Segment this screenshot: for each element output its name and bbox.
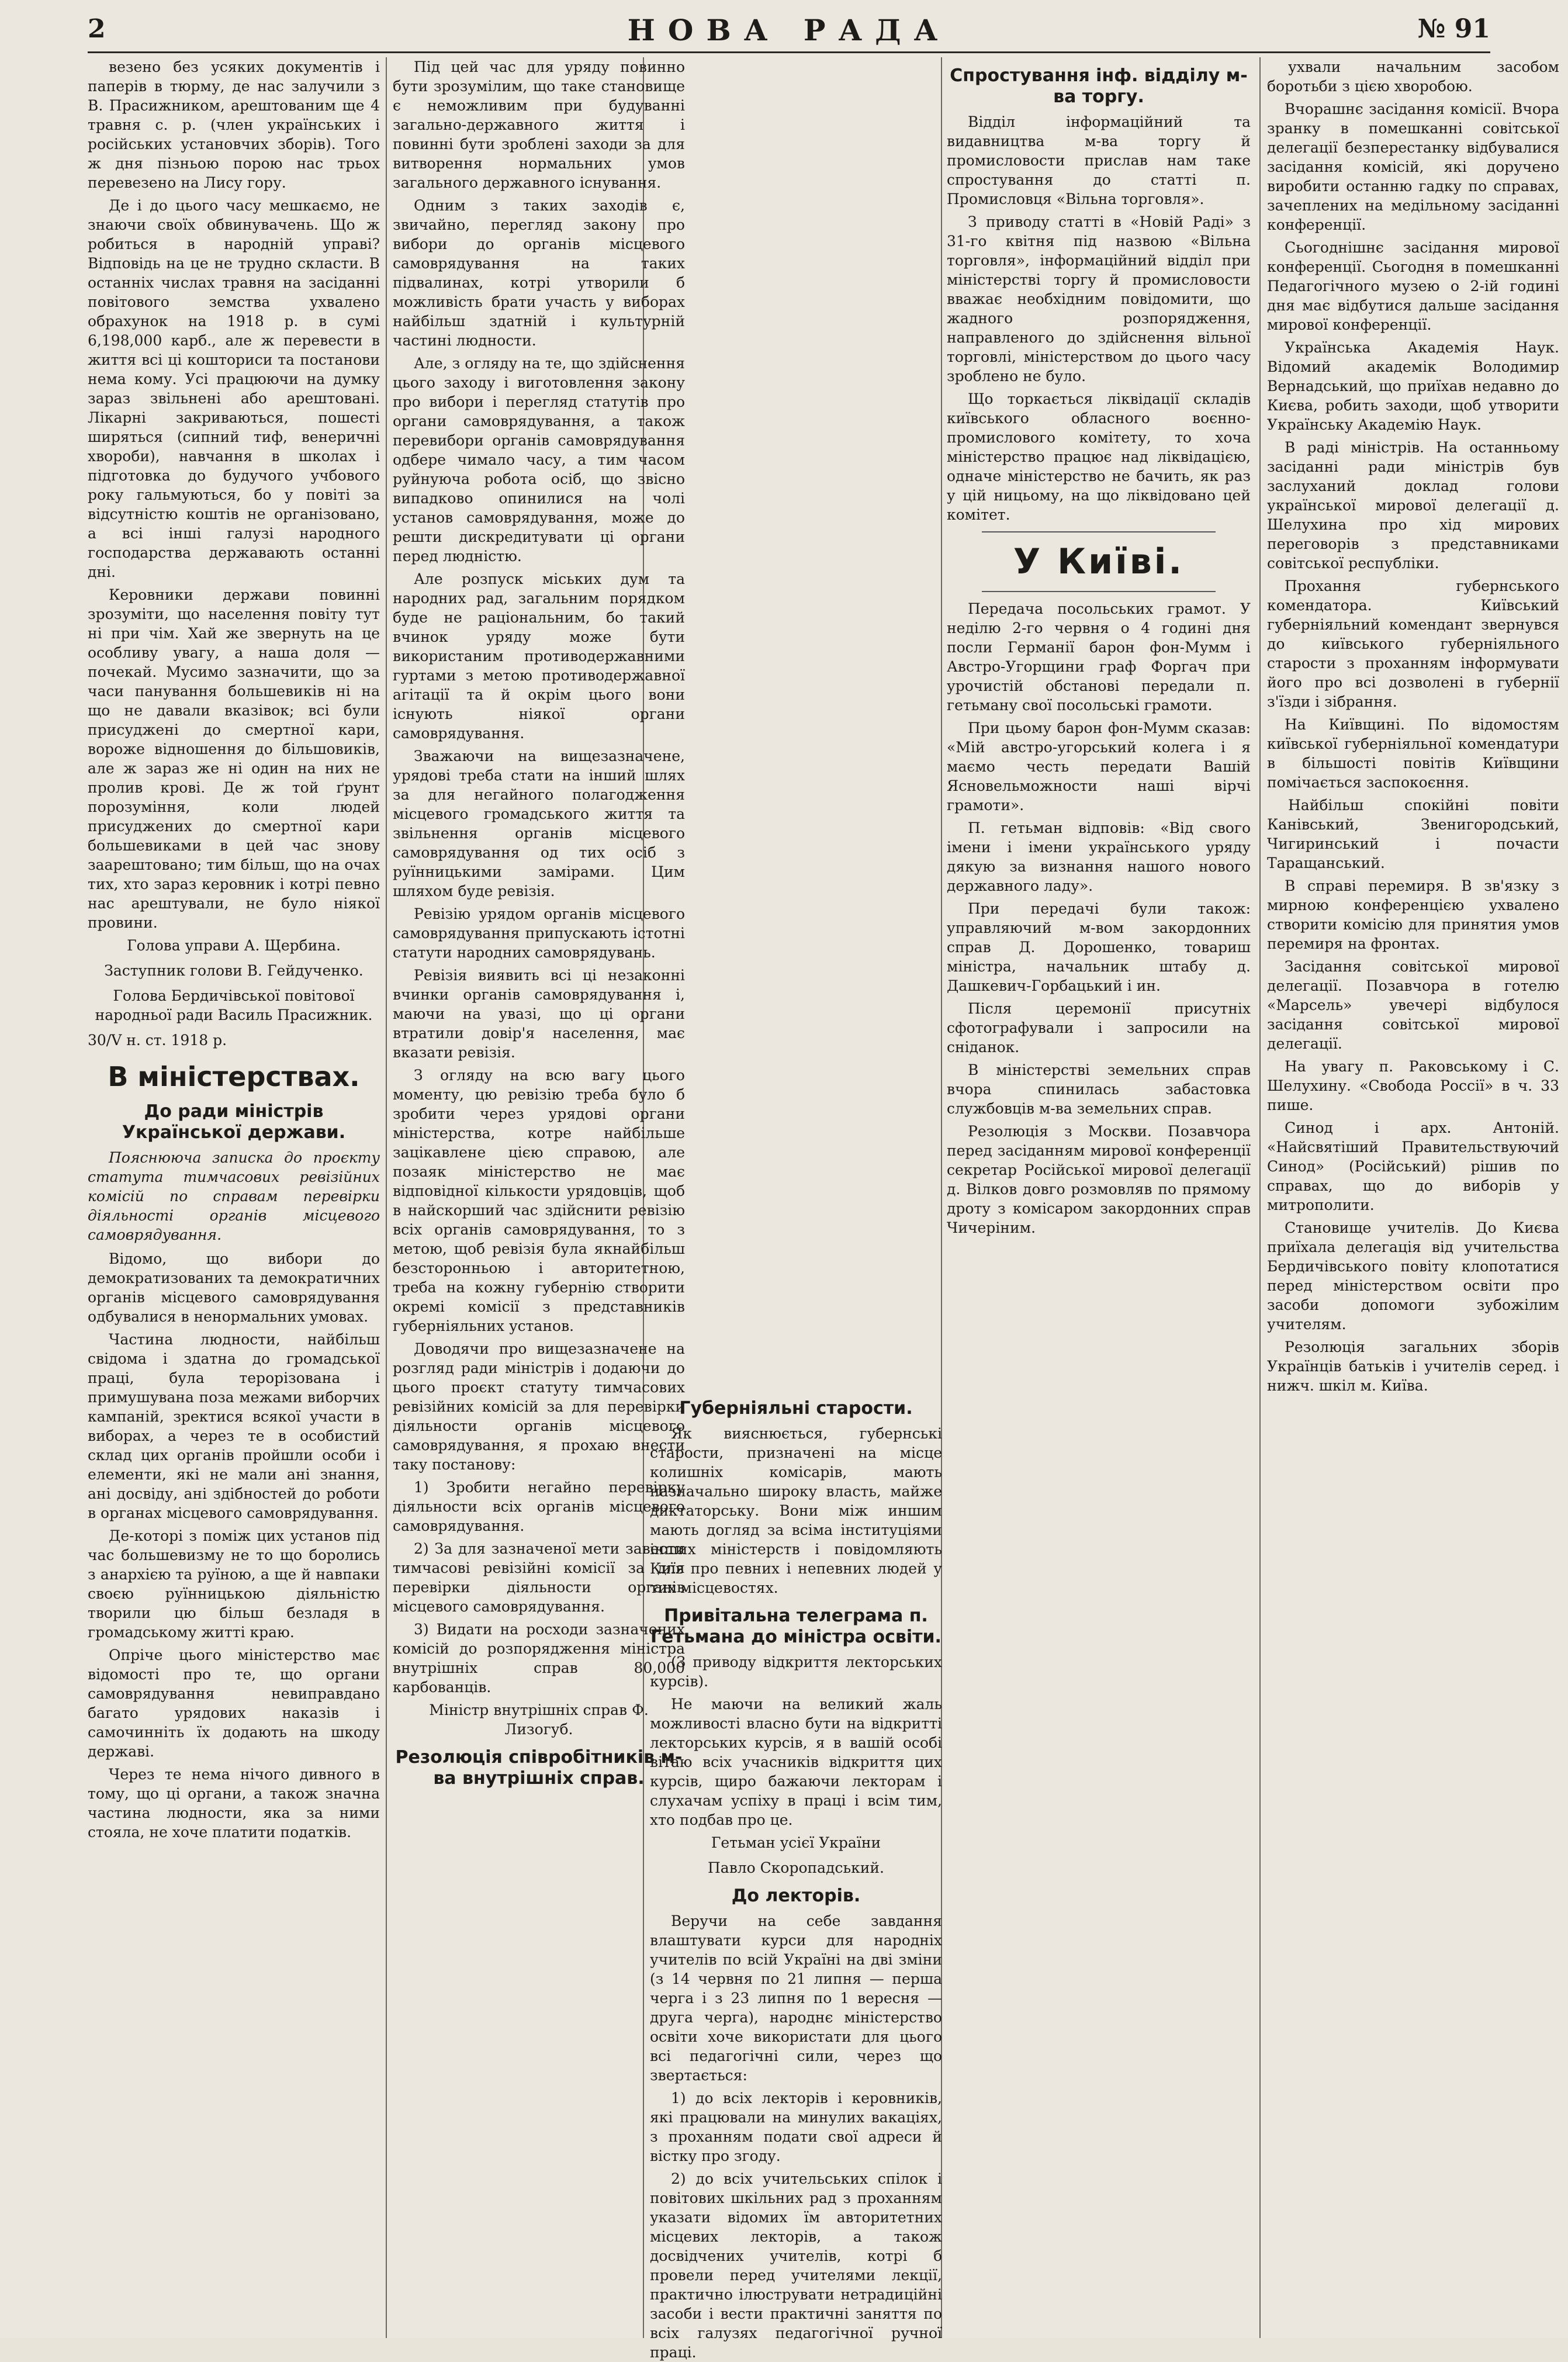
article-paragraph: 1) Зробити негайно перевірку діяльности всіх органів місцевого самоврядування. (393, 1479, 685, 1534)
article-paragraph: При передачі були також: управляючий м-вом закордонних справ Д. Дорошенко, товариш міністра, начальник штабу д. Дашкевич-Горбацький і ин. (947, 900, 1251, 994)
news-item: В раді міністрів. На останньому засіданні ради міністрів був заслуханий доклад голови української мирової делегації д. Шелухина про хід мирових переговорів з представниками совітської республіки. (1267, 439, 1559, 572)
article-paragraph: Частина людности, найбільш свідома і здатна до громадської праці, була терорізована і примушувана поза межами виборчих кампаній, зректися всякої участи в виборах, а через те в особистий склад цих органів пройшли особи і елементи, які не мали ані знання, ані досвіду, ані здібностей до роботи в органах місцевого самоврядування. (88, 1331, 380, 1521)
masthead (88, 11, 1490, 53)
article-paragraph: Відомо, що вибори до демократизованих та демократичних органів місцевого самоврядування одбувалися в ненормальних умовах. (88, 1250, 380, 1325)
news-item: На Київщині. По відомостям київської губерніяльної комендатури в більшості повітів Київщини помічається заспокоєння. (1267, 716, 1559, 791)
article-paragraph: Доводячи про вищезазначене на розгляд ради міністрів і додаючи до цього проєкт статуту тимчасових ревізійних комісій за для перевірки діяльности органів місцевого самоврядування, я прохаю внести таку постанову: (393, 1340, 685, 1473)
news-item: Українська Академія Наук. Відомий академік Володимир Вернадський, що приїхав недавно до Києва, робить заходи, щоб утворити Українську Академію Наук. (1267, 339, 1559, 433)
signature: Міністр внутрішніх справ Ф. Лизогуб. (429, 1702, 649, 1738)
article-paragraph: Зважаючи на вищезазначене, урядові треба стати на інший шлях за для негайного полагодження місцевого громадського життя та звільнення органів місцевого самоврядування од тих осіб з руїнницькими замірами. Цим шляхом буде ревізія. (393, 748, 685, 900)
news-item: Прохання губернського комендатора. Київський губерніяльний комендант звернувся до київського губерніяльного старости з проханням інформувати його про всі дозволені в губернії з'їзди і зібрання. (1267, 577, 1559, 710)
article-paragraph: Де-которі з поміж цих установ під час большевизму не то що боролись з анархією та руїною, а ще й навпаки своєю руїнницькою діяльністю творили цю більш безладя в громадському житті краю. (88, 1527, 380, 1641)
article-heading: Спростування інф. відділу м-ва торгу. (950, 65, 1248, 107)
column-2 (393, 57, 685, 2338)
article-paragraph: Після церемонії присутніх сфотографували і запросили на сніданок. (947, 1000, 1251, 1056)
column-rule (1259, 57, 1261, 2338)
article-paragraph: Через те нема нічого дивного в тому, що ці органи, а також значна частина людности, яка за ними стояла, не хоче платити податків. (88, 1766, 380, 1841)
article-paragraph: Передача посольських грамот. У неділю 2-го червня о 4 годині дня посли Германії барон фон-Мумм і Австро-Угорщини граф Форгач при урочистій обстанові передали п. гетьману свої посольські грамоти. (947, 600, 1251, 714)
signature: Голова управи А. Щербина. (127, 937, 341, 954)
news-item: Синод і арх. Антоній. «Найсвятіший Правительствуючий Синод» (Російський) рішив по справах, що до виборів у митрополити. (1267, 1119, 1559, 1213)
article-paragraph: Але розпуск міських дум та народних рад, загальним порядком буде не раціональним, бо такий вчинок уряду може бути використаним противодержавними гуртами з метою противодержавної агітації та й окрім цього вони існують ніякої органи самоврядування. (393, 570, 685, 742)
article-paragraph: Ревізію урядом органів місцевого самоврядування припускають істотні статути народних самоврядувань. (393, 905, 685, 961)
article-paragraph: Веручи на себе завдання влаштувати курси для народніх учителів по всій Україні на дві зміни (з 14 червня по 21 липня — перша черга і з 23 липня по 1 вересня — друга черга), народнє міністерство освіти хоче використати для цього всі педагогічні сили, через що звертається: (650, 1913, 942, 2084)
article-paragraph: Керовники держави повинні зрозуміти, що населення повіту тут ні при чім. Хай же звернуть на це особливу увагу, а наша доля — почекай. Мусимо зазначити, що за часи панування большевиків ні на що не давали вказівок; всі були присуджені до смертної кари, вороже відношення до більшовиків, але ж зараз же ні один на них не пролив крові. Де ж той ґрунт порозуміння, коли людей присуджених до смертної кари большевиками в цей час знову заарештовано; тим більш, що на очах тих, хто зараз керовник і котрі певно нас арештували, не було ніякої провини. (88, 586, 380, 931)
page-number: 2 (88, 14, 106, 44)
column-rule (386, 57, 387, 2338)
article-paragraph: З приводу статті в «Новій Раді» з 31-го квітня під назвою «Вільна торговля», інформаційний відділ при міністерстві торгу й промисловости вважає необхідним повідомити, що жадного розпорядження, направленого до здійснення вільної торговлі, міністерством до цього часу зроблено не було. (947, 213, 1251, 385)
section-heading: В міністерствах. (108, 1061, 360, 1092)
article-paragraph: При цьому барон фон-Мумм сказав: «Мій австро-угорський колега і я маємо честь передати Вашій Ясновельможности наші вірчі грамоти». (947, 720, 1251, 814)
column-4 (947, 57, 1251, 2338)
article-paragraph: Ревізія виявить всі ці незаконні вчинки органів самоврядування і, маючи на увазі, що ці органи втратили довір'я населення, має вказати ревізія. (393, 967, 685, 1061)
column-top-space (650, 57, 942, 1390)
article-paragraph: Під цей час для уряду повинно бути зрозумілим, що таке становище є неможливим при будуванні загально-державного життя і повинні бути зроблені заходи за для витворення нормальних умов загального державного існування. (393, 58, 685, 191)
article-paragraph: Не маючи на великий жаль можливості власно бути на відкритті лекторських курсів, я в вашій особі вітаю всіх учасників відкриття цих курсів, щиро бажаючи лекторам і слухачам успіху в праці і всім тим, хто подбав про це. (650, 1696, 942, 1828)
signature: Павло Скоропадський. (708, 1859, 884, 1876)
column-5 (1267, 57, 1559, 2338)
issue-number: № 91 (1417, 14, 1490, 44)
article-heading: Губерніяльні старости. (679, 1398, 913, 1419)
article-heading: Привітальна телеграма п. Гетьмана до міністра освіти. (650, 1606, 942, 1647)
article-heading: До лекторів. (731, 1886, 861, 1906)
article-paragraph: 2) За для зазначеної мети завести тимчасові ревізійні комісії за для перевірки діяльности органів місцевого самоврядування. (393, 1540, 685, 1615)
article-paragraph: (З приводу відкриття лекторських курсів). (650, 1654, 942, 1690)
article-paragraph: Одним з таких заходів є, звичайно, перегляд закону про вибори до органів місцевого самоврядування на таких підвалинах, котрі утворили б можливість брати участь у виборах найбільш здатній і культурній частині людности. (393, 197, 685, 349)
news-item: Засідання совітської мирової делегації. Позавчора в готелю «Марсель» увечері відбулося засідання совітської мирової делегації. (1267, 958, 1559, 1052)
article-paragraph: Але, з огляду на те, що здійснення цього заходу і виготовлення закону про вибори і перегляд статутів про органи самоврядування, а також перевибори органів самоврядування одбере чимало часу, а тим часом руйнуюча робота осіб, що звісно випадково опинилися на чолі установ самоврядування, може до решти дискредитувати ці органи перед людністю. (393, 355, 685, 565)
news-item: Вчорашнє засідання комісії. Вчора зранку в помешканні совітської делегації безперестанку відбувалися засідання комісій, які доручено виробити останню гадку по справах, зачеплених на медільному засіданні конференції. (1267, 101, 1559, 233)
divider (982, 591, 1216, 592)
signature: Гетьман усієї України (711, 1834, 881, 1851)
signature: Заступник голови В. Гейдученко. (104, 962, 364, 979)
news-item: В справі перемиря. В зв'язку з мирною конференцією ухвалено створити комісію для принятия умов перемиря на фронтах. (1267, 877, 1559, 952)
signature: Голова Бердичівської повітової народньої ради Василь Прасижник. (95, 987, 373, 1023)
article-paragraph: З огляду на всю вагу цього моменту, цю ревізію треба було б зробити через урядові органи міністерства, котре найбільше зацікавлене цією справою, але позаяк міністерство не має відповідної кількости урядовців, щоб в найскорший час здійснити ревізію всіх органів самоврядування, то з метою, щоб ревізія була якнайбільш безсторонньою і авторитетною, треба на кожну губернію створити окремі комісії з представників губерніяльних установ. (393, 1067, 685, 1334)
article-paragraph: П. гетьман відповів: «Від свого імени і імени українського уряду дякую за визнання нашого нового державного ладу». (947, 819, 1251, 894)
news-item: Сьогоднішнє засідання мирової конференції. Сьогодня в помешканні Педагогічного музею о 2-ій годині дня має відбутися дальше засідання мирової конференції. (1267, 239, 1559, 333)
date-line: 30/V н. ст. 1918 р. (88, 1032, 227, 1049)
article-paragraph: 3) Видати на росходи зазначених комісій до розпорядження міністра внутрішніх справ 80,000 карбованців. (393, 1621, 685, 1696)
news-item: Становище учителів. До Києва приїхала делегація від учительства Бердичівського повіту клопотатися перед міністерством освіти про засоби допомоги зубожілим учителям. (1267, 1219, 1559, 1333)
article-paragraph: Найбільш спокійні повіти Канівський, Звенигородський, Чигиринський і почасти Таращанський. (1267, 797, 1559, 872)
news-item: Резолюція загальних зборів Українців батьків і учителів серед. і нижч. шкіл м. Київа. (1267, 1339, 1559, 1394)
article-heading: До ради міністрів Української держави. (122, 1101, 346, 1143)
column-1 (88, 57, 380, 2338)
divider (982, 531, 1216, 532)
article-paragraph: Як вияснюється, губернські старости, призначені на місце колишніх комісарів, мають назначально широку власть, майже диктаторську. Вони між иншим мають догляд за всіма інституціями інших міністерств і повідомляють Київ про певних і непевних людей у тих місцевостях. (650, 1425, 942, 1596)
article-paragraph: Відділ інформаційний та видавництва м-ва торгу й промисловости прислав нам таке спростування до статті п. Промисловця «Вільна торговля». (947, 113, 1251, 208)
newspaper-title: НОВА РАДА (627, 13, 951, 47)
article-paragraph: ухвали начальним засобом боротьби з цією хворобою. (1267, 58, 1559, 95)
article-paragraph: Що торкається ліквідації складів київського обласного воєнно-промислового комітету, то хоча міністерство працює над ліквідацією, одначе міністерство не бачить, як раз у цій ницьому, на що ліквідовано цей комітет. (947, 390, 1251, 523)
article-paragraph: Резолюція з Москви. Позавчора перед засіданням мирової конференції секретар Російської мирової делегації д. Вілков довго розмовляв по прямому дроту з комісаром закордонних справ Чичеріним. (947, 1123, 1251, 1236)
article-paragraph: Опріче цього міністерство має відомості про те, що органи самоврядування невиправдано багато урядових наказів і самочинніть їх додають на шкоду державі. (88, 1647, 380, 1760)
article-note: Пояснююча записка до проєкту статута тимчасових ревізійних комісій по справам перевірки діяльності органів місцевого самоврядування. (88, 1149, 380, 1243)
article-paragraph: Де і до цього часу мешкаємо, не знаючи своїх обвинувачень. Що ж робиться в народній управі? Відповідь на це не трудно скласти. В останніх числах травня на засіданні повітового земства ухвалено обрахунок на 1918 р. в сумі 6,198,000 карб., але ж перевести в життя всі ці кошториси та постанови нема кому. Усі працюючи на думку зараз звільнені або арештовані. Лікарні закриваються, пошесті ширяться (сипний тиф, венеричні хвороби), навчання в школах і підготовка до будучого учбового року гальмуються, бо у повіті за відсутністю коштів не організовано, а всі інші галузі народного господарства державають останні дні. (88, 197, 380, 580)
section-heading: У Київі. (1013, 541, 1185, 582)
article-paragraph: 2) до всіх учительських спілок і повітових шкільних рад з проханням указати відомих їм авторитетних місцевих лекторів, а також досвідчених учителів, котрі б провели перед учителями лекції, практично ілюструвати нетрадиційні засоби і вести практичні заняття по всіх галузях педагогічної ручної праці. (650, 2170, 942, 2361)
column-3 (650, 57, 942, 2361)
article-paragraph: везено без усяких документів і паперів в тюрму, де нас залучили з В. Прасижником, арештованим ще 4 травня с. р. (член українських і російських установчих зборів). Того ж дня пізньою порою нас трьох перевезено на Лису гору. (88, 58, 380, 191)
article-heading: Резолюція співробітників м-ва внутрішніх справ. (395, 1747, 683, 1789)
article-paragraph: В міністерстві земельних справ вчора спинилась забастовка службовців м-ва земельних справ. (947, 1061, 1251, 1117)
article-paragraph: 1) до всіх лекторів і керовників, які працювали на минулих вакаціях, з проханням подати свої адреси й вістку про згоду. (650, 2090, 942, 2164)
news-item: На увагу п. Раковському і С. Шелухину. «Свобода Россії» в ч. 33 пише. (1267, 1058, 1559, 1113)
